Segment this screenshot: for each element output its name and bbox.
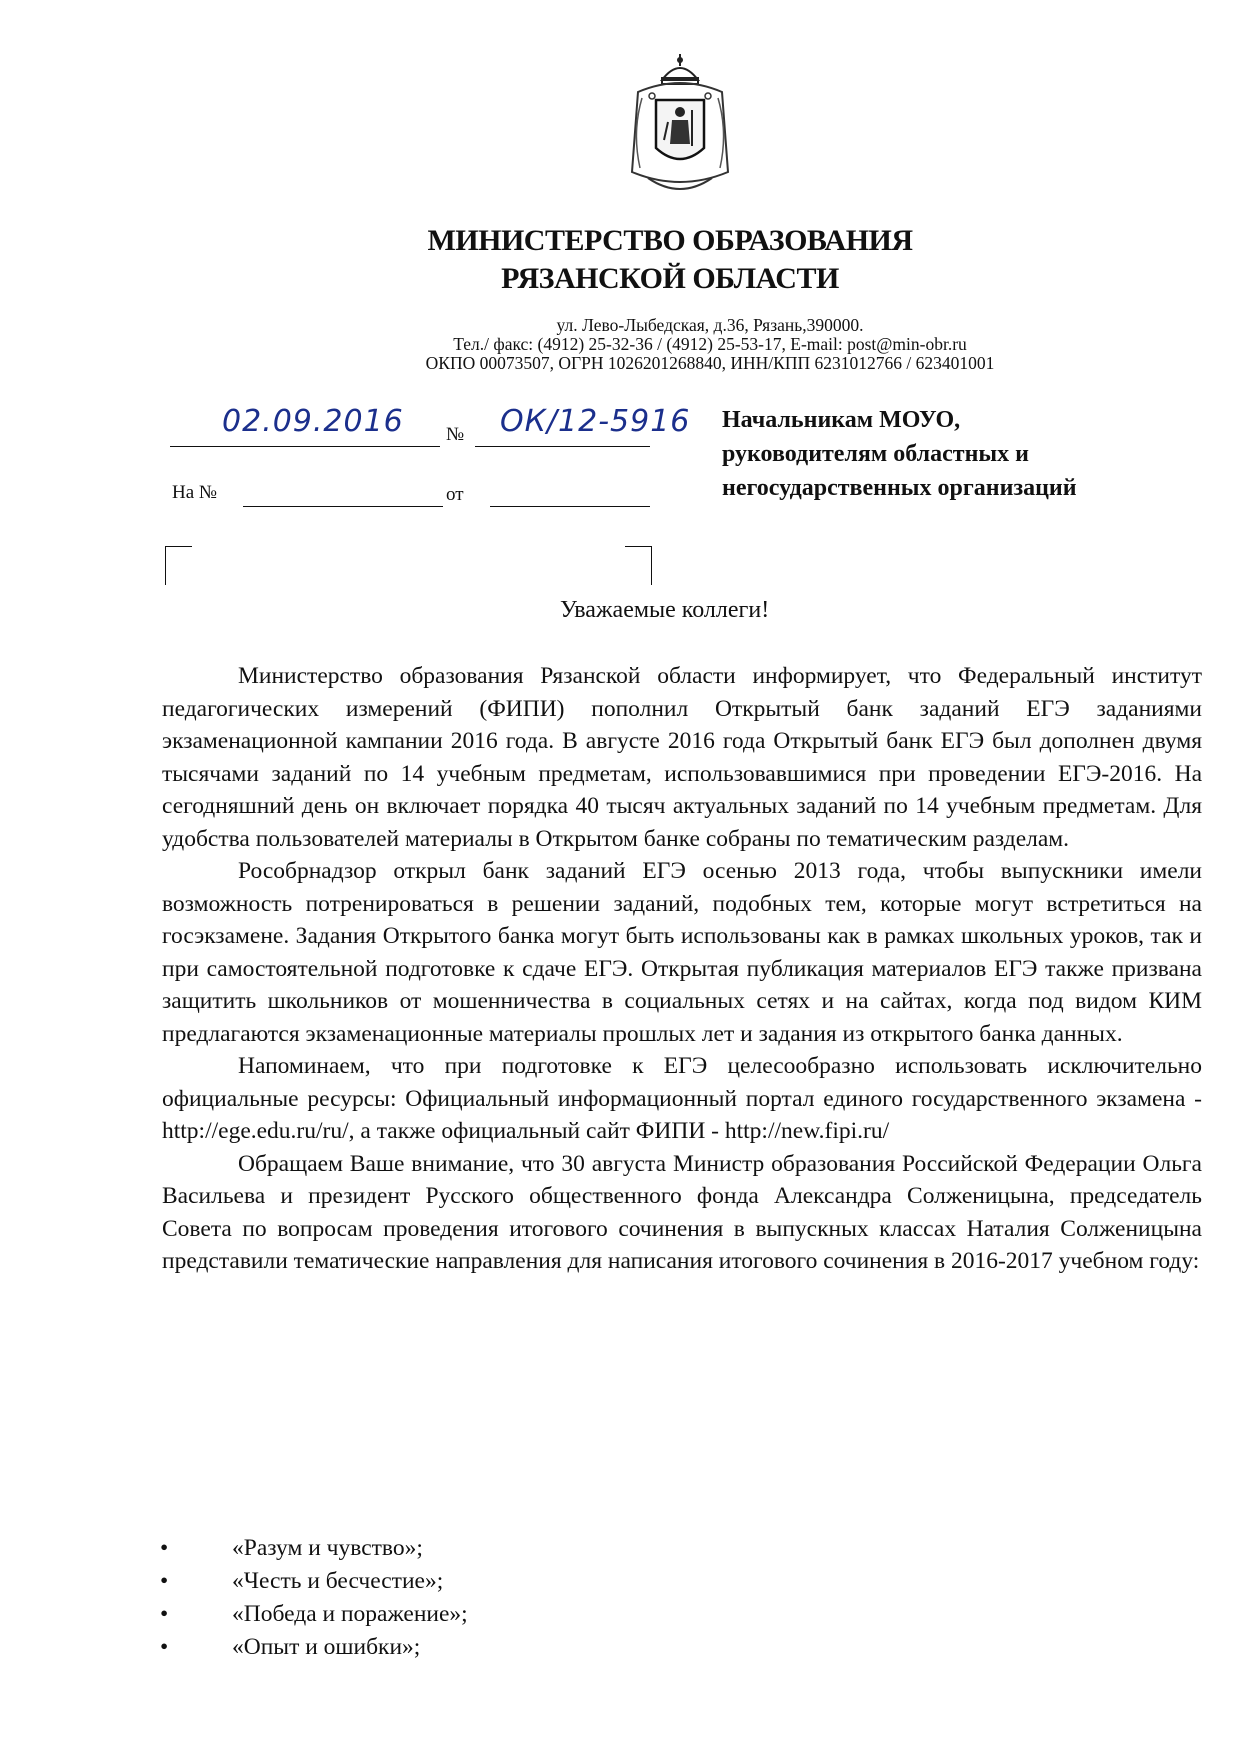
- paragraph: Министерство образования Рязанской области информирует, что Федеральный институт педагогических измерений (ФИПИ) пополнил Открытый банк заданий ЕГЭ заданиями экзаменационной кампании 2016 года. В августе 2016 года Открытый банк ЕГЭ был дополнен двумя тысячами заданий по 14 учебным предметам, использовавшимися при проведении ЕГЭ-2016. На сегодняшний день он включает порядка 40 тысяч актуальных заданий по 14 учебным предметам. Для удобства пользователей материалы в Открытом банке собраны по тематическим разделам.: [162, 663, 1202, 852]
- handwritten-number: ОК/12-5916: [500, 404, 691, 439]
- list-item: • «Честь и бесчестие»;: [160, 1565, 960, 1598]
- recipient-line1: Начальникам МОУО,: [722, 407, 961, 433]
- contact-line: Тел./ факс: (4912) 25-32-36 / (4912) 25-53-17, E-mail: post@min-obr.ru: [453, 334, 967, 354]
- reply-number-underline: [243, 506, 443, 507]
- ministry-name: [400, 222, 940, 298]
- recipient-line2: руководителям областных и: [722, 441, 1029, 467]
- letter-body: [162, 660, 1202, 1278]
- address-line: ул. Лево-Лыбедская, д.36, Рязань,390000.: [556, 315, 864, 335]
- paragraph: Обращаем Ваше внимание, что 30 августа Министр образования Российской Федерации Ольга Васильева и президент Русского общественного фонда Александра Солженицына, председатель Совета по вопросам проведения итогового сочинения в выпускных классах Наталия Солженицына представили тематические направления для написания итогового сочинения в 2016-2017 учебном году:: [162, 1150, 1202, 1274]
- list-item: • «Разум и чувство»;: [160, 1532, 960, 1565]
- list-item: • «Победа и поражение»;: [160, 1598, 960, 1631]
- ministry-name-line1: МИНИСТЕРСТВО ОБРАЗОВАНИЯ: [427, 224, 913, 257]
- essay-topics-list: [160, 1532, 960, 1664]
- date-underline: [170, 446, 440, 447]
- reply-date-label: от: [446, 484, 464, 505]
- ryazan-coat-of-arms-icon: [618, 52, 742, 202]
- subject-corner-left: [165, 546, 192, 585]
- recipient-block: [722, 403, 1222, 505]
- paragraph: Рособрнадзор открыл банк заданий ЕГЭ осенью 2013 года, чтобы выпускники имели возможность потренироваться в решении заданий, подобных тем, которые могут встретиться на госэкзамене. Задания Открытого банка могут быть использованы как в рамках школьных уроков, так и при самостоятельной подготовке к сдаче ЕГЭ. Открытая публикация материалов ЕГЭ также призвана защитить школьников от мошенничества в социальных сетях и на сайтах, когда под видом КИМ предлагаются экзаменационные материалы прошлых лет и задания из открытого банка данных.: [162, 858, 1202, 1047]
- paragraph: Напоминаем, что при подготовке к ЕГЭ целесообразно использовать исключительно официальные ресурсы: Официальный информационный портал единого государственного экзамена - http://ege.edu.ru/ru/, а также официальный сайт ФИПИ - http://new.fipi.ru/: [162, 1053, 1202, 1144]
- address-block: [330, 316, 1090, 373]
- handwritten-date: 02.09.2016: [222, 404, 404, 439]
- number-underline: [475, 446, 650, 447]
- subject-corner-right: [625, 546, 652, 585]
- greeting: Уважаемые коллеги!: [560, 597, 770, 623]
- recipient-line3: негосударственных организаций: [722, 475, 1077, 501]
- reply-number-label: На №: [172, 482, 218, 503]
- registry-codes-line: ОКПО 00073507, ОГРН 1026201268840, ИНН/КПП 6231012766 / 623401001: [425, 353, 995, 373]
- reply-date-underline: [490, 506, 650, 507]
- number-label: №: [446, 424, 465, 445]
- ministry-name-line2: РЯЗАНСКОЙ ОБЛАСТИ: [501, 262, 839, 295]
- list-item: • «Опыт и ошибки»;: [160, 1631, 960, 1664]
